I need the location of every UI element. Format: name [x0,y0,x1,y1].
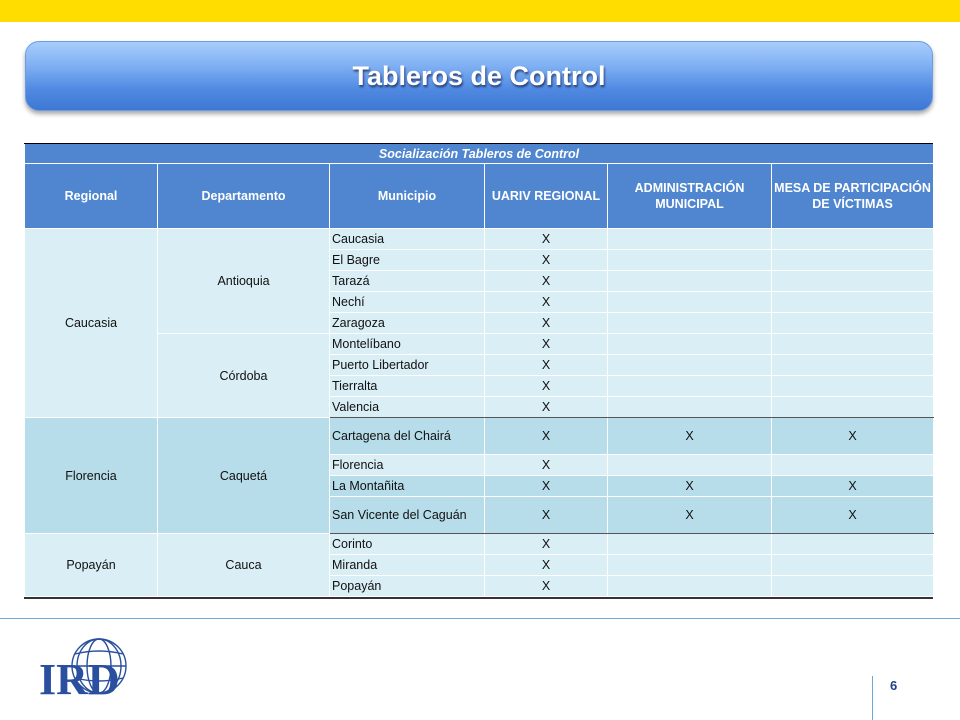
uariv-cell: X [485,555,608,576]
admin-cell [608,334,772,355]
table-caption: Socialización Tableros de Control [25,144,934,164]
mesa-cell [772,534,934,555]
mesa-cell: X [772,497,934,534]
footer-divider [0,618,960,619]
table-row [25,418,934,455]
admin-cell [608,455,772,476]
municipio-cell: Puerto Libertador [330,355,485,376]
ird-logo-text: IRD [39,655,120,698]
admin-cell [608,576,772,597]
mesa-cell [772,271,934,292]
table-row [25,229,934,250]
municipio-cell: Zaragoza [330,313,485,334]
admin-cell [608,376,772,397]
control-boards-table [24,143,934,597]
mesa-cell [772,229,934,250]
uariv-cell: X [485,376,608,397]
municipio-cell: Nechí [330,292,485,313]
uariv-cell: X [485,271,608,292]
admin-cell: X [608,476,772,497]
municipio-cell: Montelíbano [330,334,485,355]
departamento-cell: Córdoba [158,334,330,418]
admin-cell [608,555,772,576]
page-title: Tableros de Control [352,60,606,91]
mesa-cell [772,455,934,476]
regional-cell: Florencia [25,418,158,534]
uariv-cell: X [485,355,608,376]
uariv-cell: X [485,497,608,534]
uariv-cell: X [485,576,608,597]
uariv-cell: X [485,292,608,313]
mesa-cell [772,376,934,397]
mesa-cell [772,334,934,355]
municipio-cell: La Montañita [330,476,485,497]
admin-cell [608,355,772,376]
header-municipio: Municipio [330,164,485,229]
uariv-cell: X [485,229,608,250]
header-administracion-municipal: ADMINISTRACIÓN MUNICIPAL [608,164,772,229]
mesa-cell [772,313,934,334]
municipio-cell: Florencia [330,455,485,476]
header-uariv-regional: UARIV REGIONAL [485,164,608,229]
uariv-cell: X [485,534,608,555]
uariv-cell: X [485,476,608,497]
uariv-cell: X [485,250,608,271]
mesa-cell [772,250,934,271]
municipio-cell: El Bagre [330,250,485,271]
mesa-cell: X [772,476,934,497]
departamento-cell: Cauca [158,534,330,597]
admin-cell [608,534,772,555]
admin-cell: X [608,497,772,534]
admin-cell [608,313,772,334]
regional-cell: Caucasia [25,229,158,418]
admin-cell [608,292,772,313]
municipio-cell: Corinto [330,534,485,555]
mesa-cell [772,555,934,576]
uariv-cell: X [485,334,608,355]
regional-cell: Popayán [25,534,158,597]
municipio-cell: Cartagena del Chairá [330,418,485,455]
table-bottom-border [24,597,933,599]
top-accent-bar [0,0,960,22]
admin-cell: X [608,418,772,455]
header-regional: Regional [25,164,158,229]
uariv-cell: X [485,418,608,455]
uariv-cell: X [485,313,608,334]
mesa-cell: X [772,418,934,455]
admin-cell [608,229,772,250]
mesa-cell [772,292,934,313]
table-row [25,534,934,555]
page-number: 6 [890,678,898,693]
municipio-cell: Caucasia [330,229,485,250]
footer-vertical-divider [872,676,873,720]
municipio-cell: Popayán [330,576,485,597]
admin-cell [608,397,772,418]
mesa-cell [772,355,934,376]
ird-logo [37,638,141,698]
uariv-cell: X [485,397,608,418]
departamento-cell: Caquetá [158,418,330,534]
departamento-cell: Antioquia [158,229,330,334]
header-mesa-participacion: MESA DE PARTICIPACIÓN DE VÍCTIMAS [772,164,934,229]
municipio-cell: Valencia [330,397,485,418]
municipio-cell: Tarazá [330,271,485,292]
mesa-cell [772,397,934,418]
table-row [25,334,934,355]
municipio-cell: Miranda [330,555,485,576]
municipio-cell: Tierralta [330,376,485,397]
municipio-cell: San Vicente del Caguán [330,497,485,534]
mesa-cell [772,576,934,597]
admin-cell [608,271,772,292]
uariv-cell: X [485,455,608,476]
admin-cell [608,250,772,271]
title-banner [25,41,933,111]
header-departamento: Departamento [158,164,330,229]
